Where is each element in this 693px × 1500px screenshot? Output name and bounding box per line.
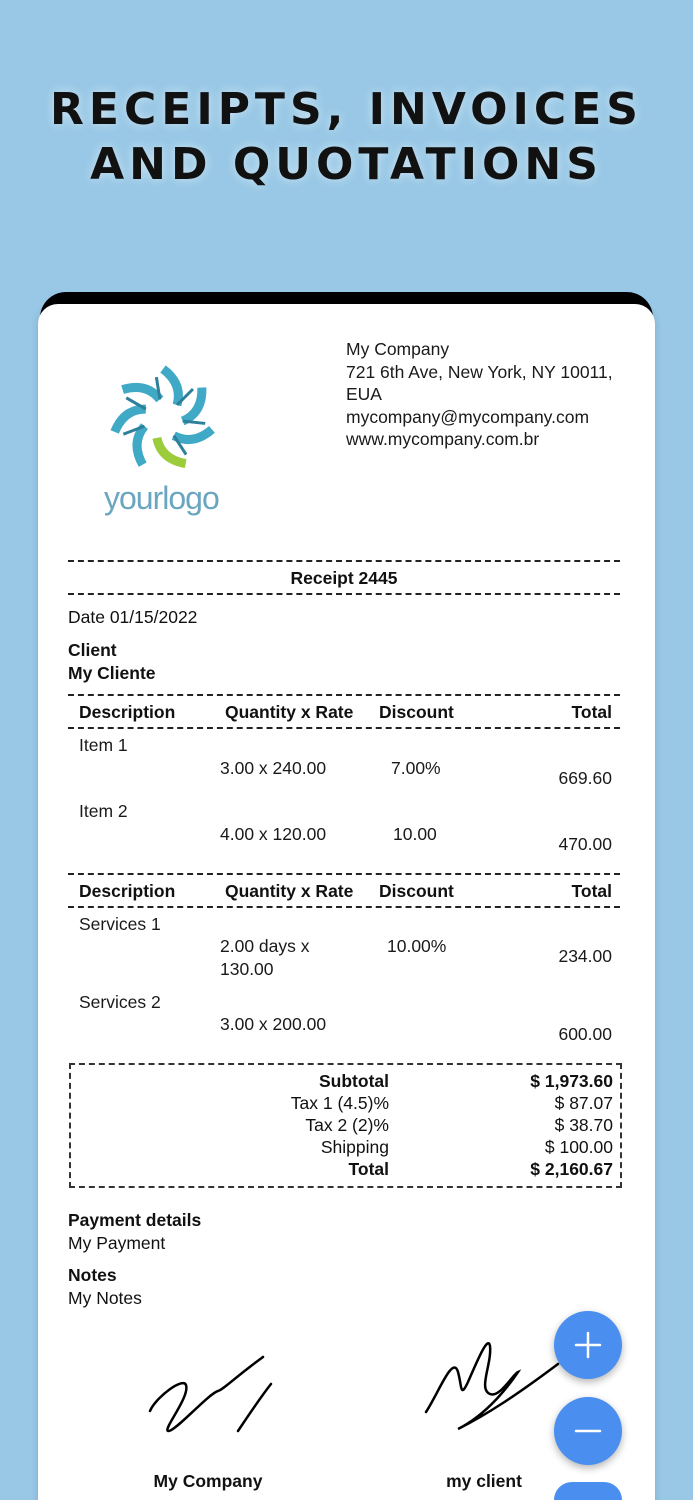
tax1-value: $ 87.07 xyxy=(554,1093,613,1113)
shipping-label: Shipping xyxy=(320,1137,389,1157)
item-qty-rate: 3.00 x 240.00 xyxy=(220,758,327,778)
service-total: 600.00 xyxy=(558,1024,612,1044)
headline xyxy=(0,82,693,192)
company-signature-name: My Company xyxy=(153,1471,263,1491)
item-description: Item 1 xyxy=(79,735,128,755)
service-discount: 10.00% xyxy=(387,936,447,956)
divider xyxy=(68,593,620,595)
item-description: Item 2 xyxy=(79,801,128,821)
company-name: My Company xyxy=(346,339,450,359)
total-value: $ 2,160.67 xyxy=(530,1159,613,1179)
divider xyxy=(68,694,620,696)
more-button[interactable] xyxy=(554,1482,622,1500)
shipping-value: $ 100.00 xyxy=(544,1137,613,1157)
company-address-line1: 721 6th Ave, New York, NY 10011, xyxy=(346,361,613,382)
company-logo-icon xyxy=(98,362,228,477)
receipt-date: Date 01/15/2022 xyxy=(68,607,198,627)
item-discount: 10.00 xyxy=(393,824,437,844)
header-discount: Discount xyxy=(379,702,454,722)
remove-button[interactable] xyxy=(554,1397,622,1465)
payment-value: My Payment xyxy=(68,1233,166,1253)
header-total: Total xyxy=(571,881,612,901)
company-email: mycompany@mycompany.com xyxy=(346,406,590,427)
service-qty-rate: 3.00 x 200.00 xyxy=(220,1014,327,1034)
subtotal-value: $ 1,973.60 xyxy=(530,1071,613,1091)
service-total: 234.00 xyxy=(558,946,612,966)
tax2-label: Tax 2 (2)% xyxy=(305,1115,389,1135)
item-total: 470.00 xyxy=(558,834,612,854)
header-total: Total xyxy=(571,702,612,722)
payment-label: Payment details xyxy=(68,1210,202,1230)
notes-label: Notes xyxy=(68,1265,117,1285)
headline-line-2: AND QUOTATIONS xyxy=(90,139,603,190)
add-button[interactable] xyxy=(554,1311,622,1379)
notes-value: My Notes xyxy=(68,1288,142,1308)
header-description: Description xyxy=(79,881,176,901)
divider xyxy=(68,727,620,729)
service-description: Services 1 xyxy=(79,914,161,934)
client-name: My Cliente xyxy=(68,663,156,683)
company-signature-icon xyxy=(138,1349,288,1439)
receipt-title: Receipt 2445 xyxy=(290,568,398,588)
service-description: Services 2 xyxy=(79,992,161,1012)
divider xyxy=(68,560,620,562)
headline-line-1: RECEIPTS, INVOICES xyxy=(50,84,643,135)
company-address-line2: EUA xyxy=(346,384,382,404)
tax2-value: $ 38.70 xyxy=(554,1115,613,1135)
logo-text: yourlogo xyxy=(104,480,219,516)
item-qty-rate: 4.00 x 120.00 xyxy=(220,824,327,844)
header-description: Description xyxy=(79,702,176,722)
company-website: www.mycompany.com.br xyxy=(346,429,540,449)
subtotal-label: Subtotal xyxy=(319,1071,389,1091)
divider xyxy=(68,906,620,908)
plus-icon xyxy=(573,1330,603,1360)
item-total: 669.60 xyxy=(558,768,612,788)
minus-icon xyxy=(573,1416,603,1446)
service-qty-rate-line1: 2.00 days x xyxy=(220,936,310,956)
client-signature-icon xyxy=(418,1324,568,1434)
tax1-label: Tax 1 (4.5)% xyxy=(290,1093,389,1113)
header-discount: Discount xyxy=(379,881,454,901)
service-qty-rate-line2: 130.00 xyxy=(220,959,274,979)
header-qty-rate: Quantity x Rate xyxy=(225,881,354,901)
company-info xyxy=(346,338,613,451)
client-label: Client xyxy=(68,640,117,660)
header-qty-rate: Quantity x Rate xyxy=(225,702,354,722)
item-discount: 7.00% xyxy=(391,758,441,778)
client-signature-name: my client xyxy=(446,1471,522,1491)
total-label: Total xyxy=(348,1159,389,1179)
divider xyxy=(68,873,620,875)
